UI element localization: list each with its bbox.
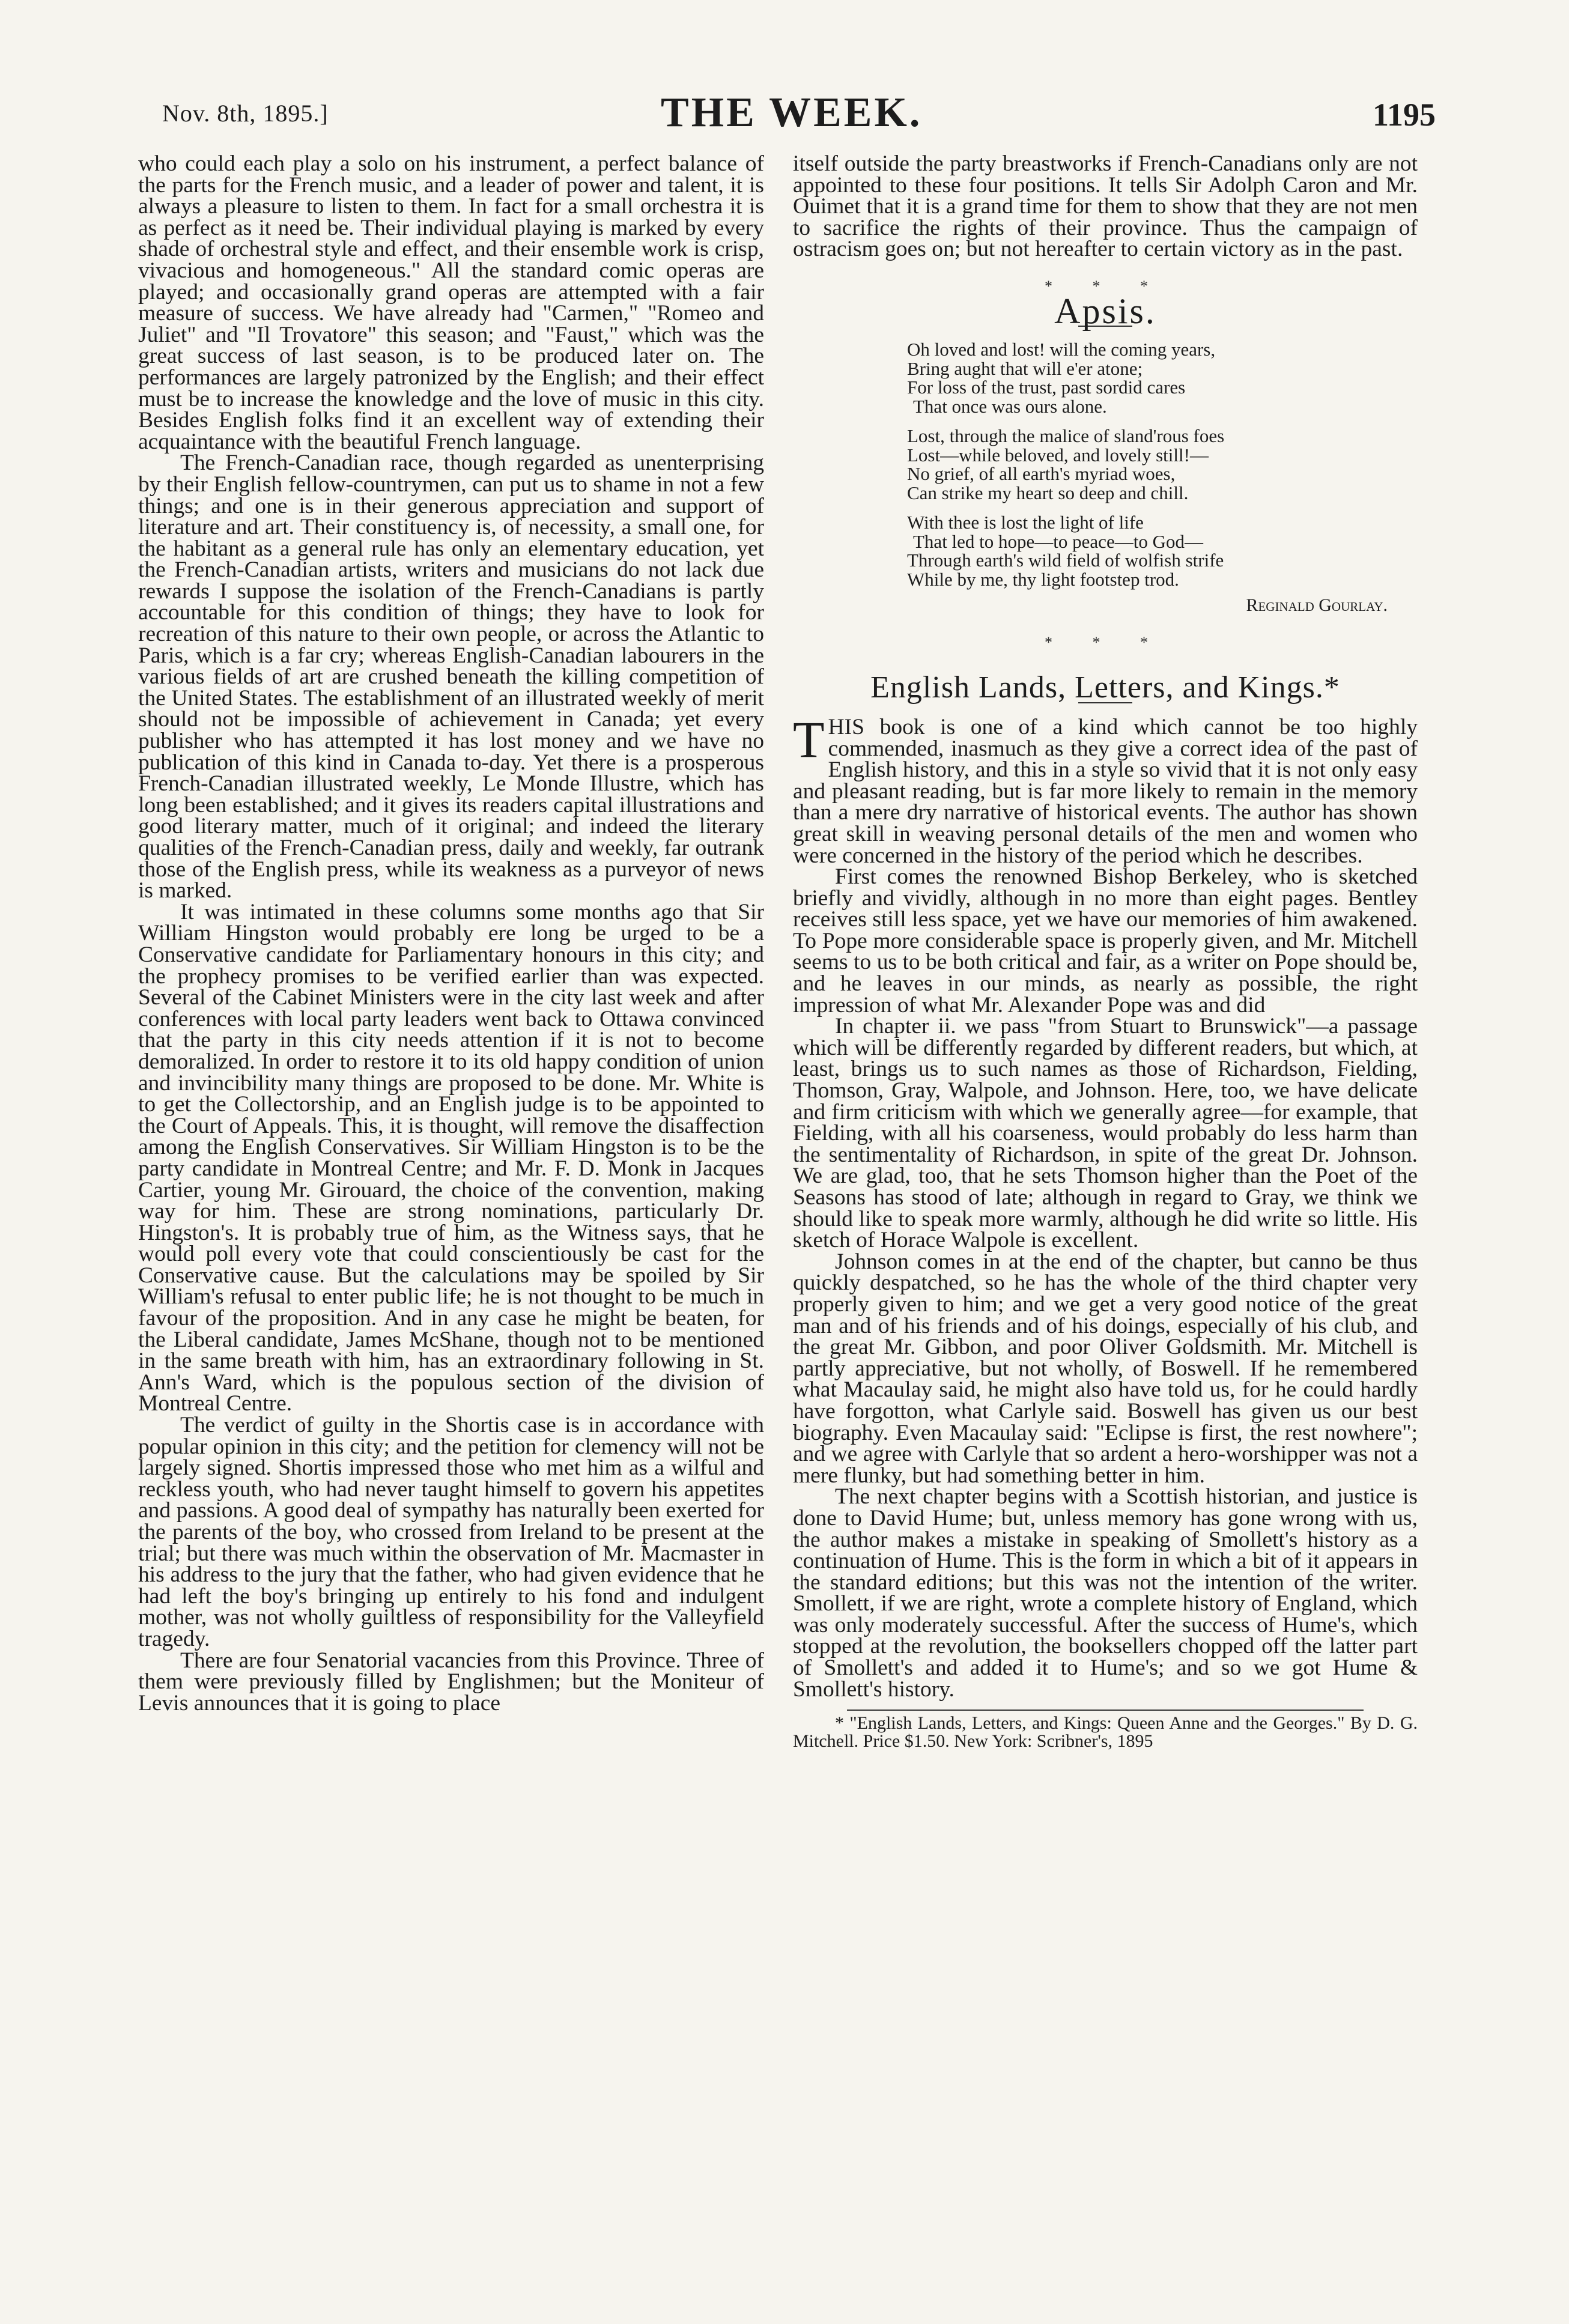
paragraph: The verdict of guilty in the Shortis case is in accordance with popular opinion in this city; and the petition for clemency will not be largely signed. Shortis impressed those who met him as a wilful and reckless youth, who had never taught himself to govern his appetites and passions. A good deal of sympathy has naturally been exerted for the parents of the boy, who crossed from Ireland to be present at the trial; but there was much within the observation of Mr. Macmaster in his address to the jury that the father, who had given evidence that he had left the boy's bringing up entirely to his fond and indulgent mother, was not wholly guiltless of responsibility for the Valleyfield tragedy. [138, 1413, 764, 1651]
masthead-title: THE WEEK. [661, 90, 923, 136]
poem-line: No grief, of all earth's myriad woes, [907, 463, 1176, 485]
right-column [793, 153, 1418, 1750]
poem-line: Can strike my heart so deep and chill. [907, 482, 1189, 503]
article-title: English Lands, Letters, and Kings.* [870, 670, 1340, 705]
footnote-rule [847, 1710, 1364, 1711]
poem-line: For loss of the trust, past sordid cares [907, 377, 1186, 398]
paragraph: The French-Canadian race, though regarded as unenterprising by their English fellow-countrymen, can put us to shame in not a few things; and one is in their generous appreciation and support of literature and art. Their constituency is, of necessity, a small one, for the habitant as a general rule has only an elementary education, yet the French-Canadian artists, writers and musicians do not lack due rewards I suppose the isolation of the French-Canadians is partly accountable for this condition of things; they have to look for recreation of this nature to their own people, or across the Atlantic to Paris, which is a far cry; whereas English-Canadian labourers in the various fields of art are crushed beneath the killing competition of the United States. The establishment of an illustrated weekly of merit should not be impossible of achievement in Canada; yet every publisher who has attempted it has lost money and we have no publication of this kind in Canada to-day. Yet there is a prosperous French-Canadian illustrated weekly, Le Monde Illustre, which has long been established; and it gives its readers capital illustrations and good literary matter, much of it original; and indeed the literary qualities of the French-Canadian press, daily and weekly, far outrank those of the English press, while its weakness as a purveyor of news is marked. [138, 451, 764, 903]
poem-line: That led to hope—to peace—to God— [913, 530, 1203, 552]
poem-author: Reginald Gourlay. [1246, 595, 1388, 616]
paragraph: It was intimated in these columns some months ago that Sir William Hingston would probably ere long be urged to be a Conservative candidate for Parliamentary honours in this city; and the prophecy promises to be verified earlier than was expected. Several of the Cabinet Ministers were in the city last week and after conferences with local party leaders went back to Ottawa convinced that the party in this city needs attention if it is not to become demoralized. In order to restore it to its old happy condition of union and invincibility many things are proposed to be done. Mr. White is to get the Collectorship, and an English judge is to be appointed to the Court of Appeals. This, it is thought, will remove the disaffection among the English Conservatives. Sir William Hingston is to be the party candidate in Montreal Centre; and Mr. F. D. Monk in Jacques Cartier, young Mr. Girouard, the choice of the convention, making way for him. These are strong nominations, particularly Dr. Hingston's. It is probably true of him, as the Witness says, that he would poll every vote that could conscientiously be cast for the Conservative cause. But the calculations may be spoiled by Sir William's refusal to enter public life; he is not thought to be much in favour of the proposition. And in any case he might be beaten, for the Liberal candidate, James McShane, though not to be mentioned in the same breath with him, has an extraordinary following in St. Ann's Ward, which is the populous section of the division of Montreal Centre. [138, 899, 764, 1416]
issue-date: Nov. 8th, 1895.] [162, 100, 329, 127]
section-divider-stars: * * * [1045, 633, 1166, 651]
footnote: * "English Lands, Letters, and Kings: Queen Anne and the Georges." By D. G. Mitchell. Price $1.50. New York: Scribner's, 1895 [793, 1713, 1418, 1752]
poem-line: Bring aught that will e'er atone; [907, 357, 1143, 379]
paragraph: The next chapter begins with a Scottish historian, and justice is done to David Hume; but, unless memory has gone wrong with us, the author makes a mistake in speaking of Smollett's history as a continuation of Hume. This is the form in which a bit of it appears in the standard editions; but this was not the intention of the writer. Smollett, if we are right, wrote a complete history of England, which was only moderately successful. After the success of Hume's, which stopped at the revolution, the booksellers chopped off the latter part of Smollett's and added it to Hume's; and so we got Hume & Smollett's history. [793, 1484, 1418, 1702]
drop-cap: T [793, 710, 825, 768]
page-header [0, 0, 1569, 156]
poem-stanza [907, 340, 1418, 416]
paragraph: who could each play a solo on his instrument, a perfect balance of the parts for the French music, and a leader of power and talent, it is always a pleasure to listen to them. In fact for a small orchestra it is as perfect as it need be. Their individual playing is marked by every shade of orchestral style and effect, and their ensemble work is crisp, vivacious and homogeneous." All the standard comic operas are played; and occasionally grand operas are attempted with a fair measure of success. We have already had "Carmen," "Romeo and Juliet" and "Il Trovatore" this season; and "Faust," which was the great success of last season, is to be produced later on. The performances are largely patronized by the English; and their effect must be to increase the knowledge and the love of music in this city. Besides English folks find it an excellent way of extending their acquaintance with the beautiful French language. [138, 151, 764, 454]
poem-line: With thee is lost the light of life [907, 512, 1144, 533]
paragraph: First comes the renowned Bishop Berkeley, who is sketched briefly and vividly, although in no more than eight pages. Bentley receives still less space, yet we have our memories of him awakened. To Pope more considerable space is properly given, and Mr. Mitchell seems to us to be both critical and fair, as a writer on Pope should be, and he leaves in our minds, as nearly as possible, the right impression of what Mr. Alexander Pope was and did [793, 864, 1418, 1018]
paragraph-text: HIS book is one of a kind which cannot be too highly commended, inasmuch as they give a correct idea of the past of English history, and this in a style so vivid that it is not only easy and pleasant reading, but is far more likely to remain in the memory than a mere dry narrative of historical events. The author has shown great skill in weaving personal details of the men and women who were concerned in the history of the period which he describes. [793, 714, 1418, 868]
poem-body [907, 340, 1418, 589]
poem-line: That once was ours alone. [913, 395, 1107, 417]
left-column [138, 153, 764, 1714]
poem-line: Lost, through the malice of sland'rous foes [907, 425, 1225, 447]
section-divider-stars: * * * [1045, 277, 1166, 295]
poem-title: Apsis. [1054, 291, 1156, 331]
page-number: 1195 [1373, 97, 1436, 133]
paragraph: In chapter ii. we pass "from Stuart to Brunswick"—a passage which will be differently regarded by different readers, but which, at least, brings us to such names as those of Richardson, Fielding, Thomson, Gray, Walpole, and Johnson. Here, too, we have delicate and firm criticism with which we generally agree—for example, that Fielding, with all his coarseness, would probably do less harm than the sentimentality of Richardson, in spite of the great Dr. Johnson. We are glad, too, that he sets Thomson higher than the Poet of the Seasons has stood of late; although in regard to Gray, we think we should like to speak more warmly, although he did write so little. His sketch of Horace Walpole is excellent. [793, 1014, 1418, 1253]
poem-stanza [907, 513, 1418, 589]
article-first-paragraph [793, 710, 1418, 868]
poem-stanza [907, 426, 1418, 502]
poem-line: While by me, thy light footstep trod. [907, 568, 1179, 590]
paragraph: Johnson comes in at the end of the chapter, but canno be thus quickly despatched, so he has the whole of the third chapter very properly given to him; and we get a very good notice of the great man and of his friends and of his doings, especially of his club, and the great Mr. Gibbon, and poor Oliver Goldsmith. Mr. Mitchell is partly appreciative, but not wholly, of Boswell. If he remembered what Macaulay said, he might also have told us, for he could hardly have forgotton, what Carlyle said. Boswell has given us our best biography. Even Macaulay said: "Eclipse is first, the rest nowhere"; and we agree with Carlyle that so ardent a hero-worshipper was not a mere flunky, but had something better in him. [793, 1249, 1418, 1488]
poem-line: Lost—while beloved, and lovely still!— [907, 444, 1209, 466]
poem-line: Through earth's wild field of wolfish strife [907, 550, 1224, 571]
poem-line: Oh loved and lost! will the coming years, [907, 339, 1216, 360]
paragraph-continuation: itself outside the party breastworks if French-Canadians only are not appointed to these four positions. It tells Sir Adolph Caron and Mr. Ouimet that it is a grand time for them to show that they are not men to sacrifice the rights of their province. Thus the campaign of ostracism goes on; but not hereafter to certain victory as in the past. [793, 151, 1418, 262]
paragraph: There are four Senatorial vacancies from this Province. Three of them were previously filled by Englishmen; but the Moniteur of Levis announces that it is going to place [138, 1648, 764, 1716]
